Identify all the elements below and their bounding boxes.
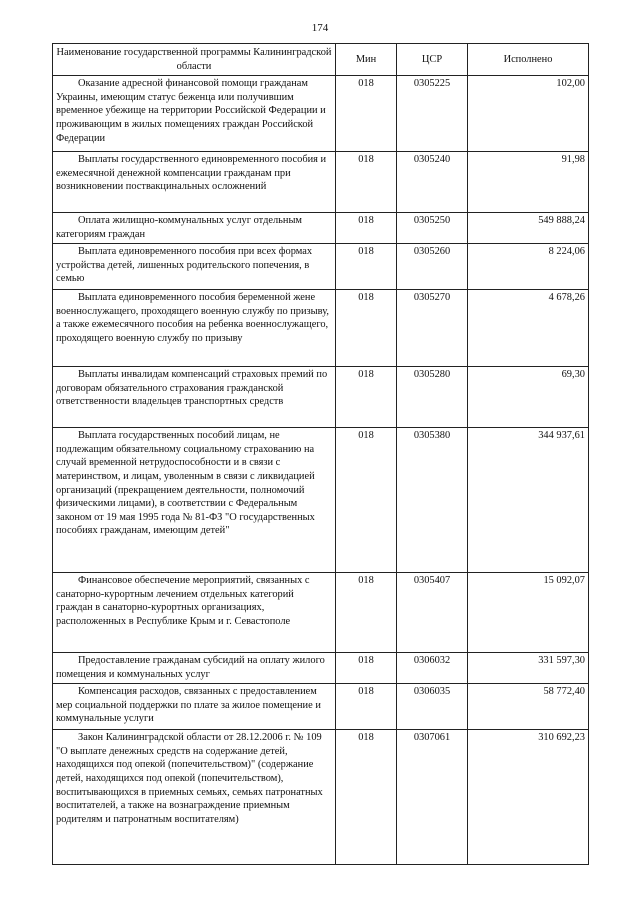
csr-code: 0305280: [397, 367, 468, 428]
program-name: Выплаты государственного единовременного пособия и ежемесячной денежной компенсации гражданам при возникновении поствакцинальных осложнений: [56, 154, 327, 193]
table-row: [53, 290, 589, 367]
header-program-name: Наименование государственной программы Калининградской области: [53, 44, 336, 76]
executed-amount: 331 597,30: [468, 653, 589, 684]
program-name-cell: [53, 428, 336, 573]
program-name: Оплата жилищно-коммунальных услуг отдельным категориям граждан: [56, 215, 303, 240]
ministry-code: 018: [336, 244, 397, 290]
program-name: Выплата государственных пособий лицам, не подлежащим обязательному социальному страхованию на случай временной нетрудоспособности и в связи с материнством, и лицам, уволенным в связи с ликвидацией организаций (прекращением деятельности, полномочий физическими лицами), в соответствии с Федеральным законом от 19 мая 1995 года № 81-ФЗ "О государственных пособиях гражданам, имеющим детей": [56, 430, 315, 537]
executed-amount: 91,98: [468, 152, 589, 213]
program-name: Выплата единовременного пособия беременной жене военнослужащего, проходящего военную службу по призыву, а также ежемесячного пособия на ребенка военнослужащего, проходящего военную службу по призыву: [56, 292, 329, 344]
ministry-code: 018: [336, 152, 397, 213]
ministry-code: 018: [336, 653, 397, 684]
program-name: Выплата единовременного пособия при всех формах устройства детей, лишенных родительского попечения, в семью: [56, 246, 313, 285]
program-name-cell: [53, 244, 336, 290]
program-name: Компенсация расходов, связанных с предоставлением мер социальной поддержки по плате за жилое помещение и коммунальные услуги: [56, 686, 321, 725]
header-executed: Исполнено: [468, 44, 589, 76]
program-name-cell: [53, 213, 336, 244]
executed-amount: 549 888,24: [468, 213, 589, 244]
csr-code: 0305250: [397, 213, 468, 244]
table-row: [53, 76, 589, 152]
program-name: Выплаты инвалидам компенсаций страховых премий по договорам обязательного страхования гражданской ответственности владельцев транспортных средств: [56, 369, 328, 408]
executed-amount: 102,00: [468, 76, 589, 152]
executed-amount: 4 678,26: [468, 290, 589, 367]
program-name-cell: [53, 76, 336, 152]
ministry-code: 018: [336, 290, 397, 367]
csr-code: 0305380: [397, 428, 468, 573]
executed-amount: 8 224,06: [468, 244, 589, 290]
csr-code: 0305270: [397, 290, 468, 367]
program-name-cell: [53, 684, 336, 730]
header-ministry: Мин: [336, 44, 397, 76]
header-csr: ЦСР: [397, 44, 468, 76]
program-name-cell: [53, 367, 336, 428]
csr-code: 0305240: [397, 152, 468, 213]
executed-amount: 15 092,07: [468, 573, 589, 653]
table-row: [53, 367, 589, 428]
table-row: [53, 730, 589, 865]
page-number: 174: [311, 22, 329, 34]
executed-amount: 69,30: [468, 367, 589, 428]
table-row: [53, 573, 589, 653]
program-name: Закон Калининградской области от 28.12.2006 г. № 109 "О выплате денежных средств на содержание детей, находящихся под опекой (попечительством)" (содержание детей, находящихся под опекой (попечительством), воспитывающихся в приемных семьях, семьях патронатных воспитателей, а также на вознаграждение приемным родителям и патронатным воспитателям): [56, 732, 323, 825]
csr-code: 0305407: [397, 573, 468, 653]
ministry-code: 018: [336, 428, 397, 573]
csr-code: 0306032: [397, 653, 468, 684]
csr-code: 0305225: [397, 76, 468, 152]
program-name: Предоставление гражданам субсидий на оплату жилого помещения и коммунальных услуг: [56, 655, 325, 680]
ministry-code: 018: [336, 367, 397, 428]
table-row: [53, 244, 589, 290]
table-row: [53, 653, 589, 684]
csr-code: 0306035: [397, 684, 468, 730]
csr-code: 0305260: [397, 244, 468, 290]
ministry-code: 018: [336, 573, 397, 653]
table-header-row: [53, 44, 589, 76]
program-name: Финансовое обеспечение мероприятий, связанных с санаторно-курортным лечением отдельных категорий граждан в санаторно-курортных организациях, расположенных в Республике Крым и г. Севастополе: [56, 575, 310, 627]
budget-table: [52, 43, 589, 865]
csr-code: 0307061: [397, 730, 468, 865]
table-row: [53, 213, 589, 244]
ministry-code: 018: [336, 684, 397, 730]
program-name-cell: [53, 290, 336, 367]
table-row: [53, 152, 589, 213]
table-row: [53, 684, 589, 730]
executed-amount: 344 937,61: [468, 428, 589, 573]
ministry-code: 018: [336, 730, 397, 865]
ministry-code: 018: [336, 76, 397, 152]
program-name-cell: [53, 730, 336, 865]
program-name-cell: [53, 152, 336, 213]
program-name-cell: [53, 653, 336, 684]
executed-amount: 58 772,40: [468, 684, 589, 730]
program-name: Оказание адресной финансовой помощи гражданам Украины, имеющим статус беженца или получившим временное убежище на территории Российской Федерации и проживающим в жилых помещениях граждан Российской Федерации: [56, 78, 326, 144]
program-name-cell: [53, 573, 336, 653]
executed-amount: 310 692,23: [468, 730, 589, 865]
ministry-code: 018: [336, 213, 397, 244]
table-row: [53, 428, 589, 573]
